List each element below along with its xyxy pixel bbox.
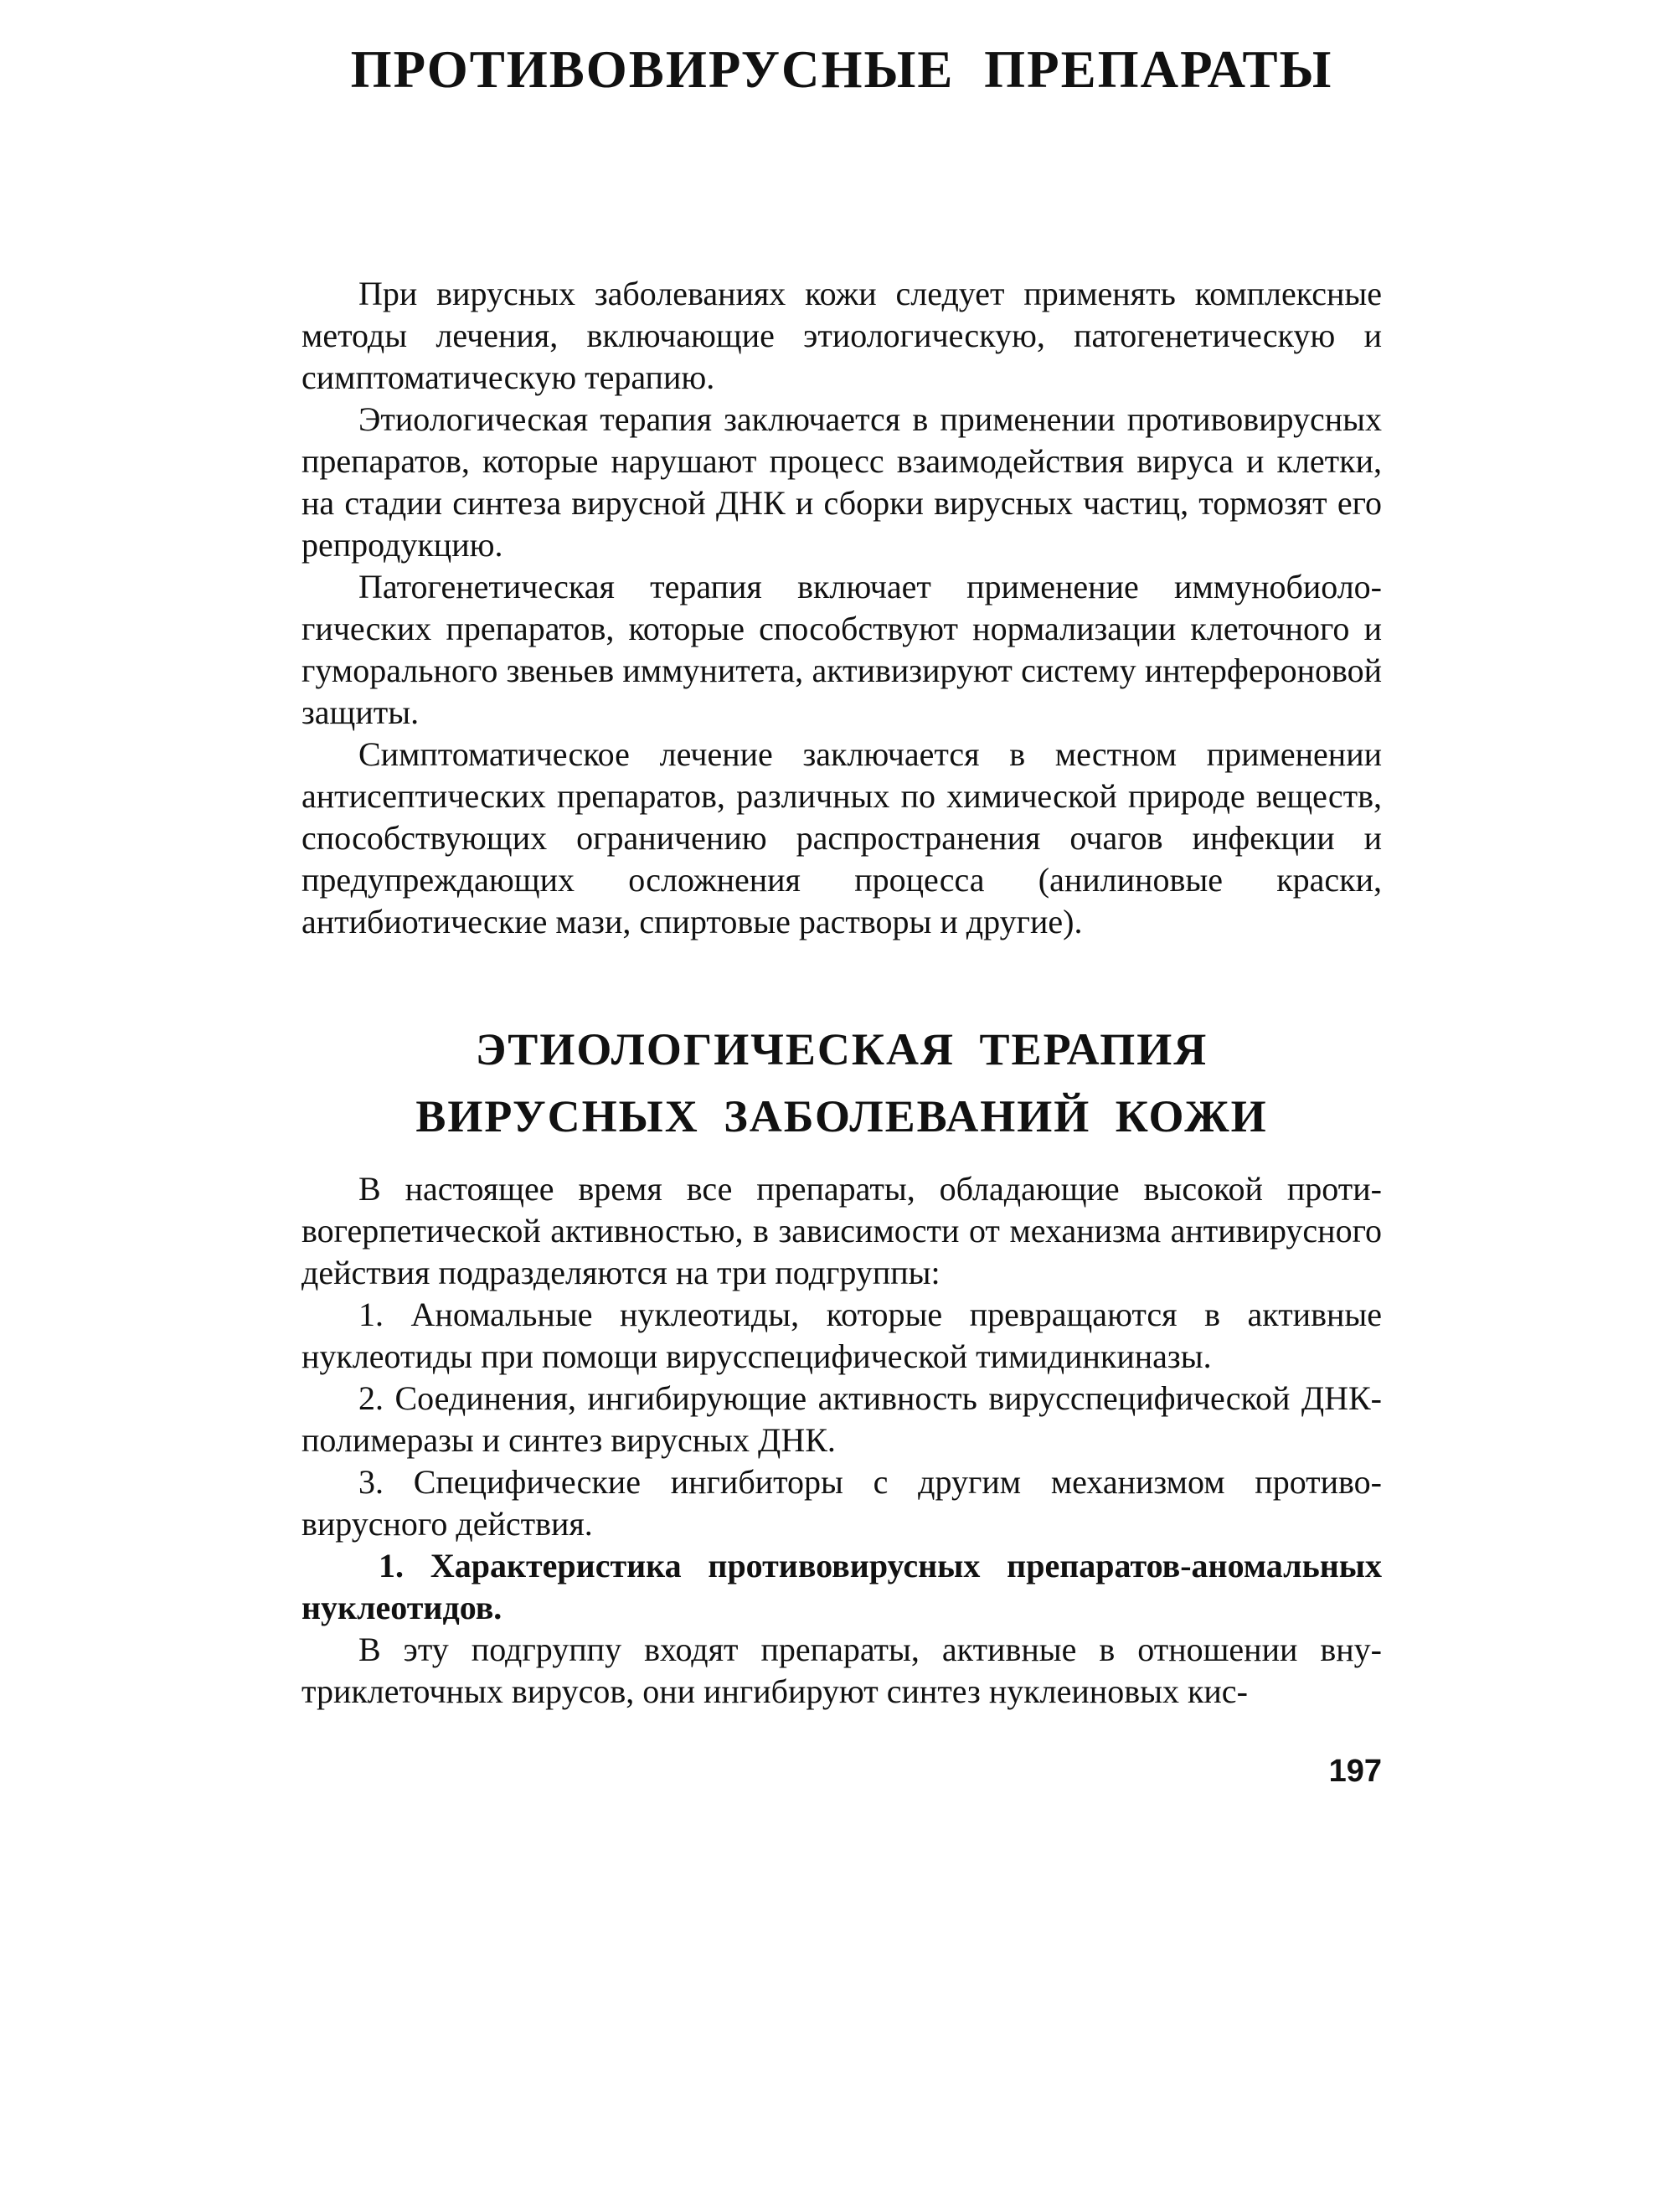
intro-paragraph-4: Симптоматическое лечение заключается в местном применении антисептических препаратов, различных по химической природе веществ, способствующих ограничению распространения очагов инфекции и предупреждающих осложнения процесса (анилиновые краски, антибиотические мази, спиртовые растворы и другие). [301, 735, 1382, 940]
list-item-3: 3. Специфические ингибиторы с другим механизмом противовирусного действия. [301, 1463, 1382, 1543]
subheading: 1. Характеристика противовирусных препаратов-аномальных нуклеотидов. [301, 1547, 1382, 1626]
intro-paragraph-1: При вирусных заболеваниях кожи следует применять комплексные методы лечения, включающие этиологическую, патогенетическую и симптоматическую терапию. [301, 275, 1382, 396]
section-heading-line-1: ЭТИОЛОГИЧЕСКАЯ ТЕРАПИЯ [475, 1024, 1208, 1074]
section-paragraph-1: В настоящее время все препараты, обладающие высокой противогерпетической активностью, в зависимости от механизма антивирусного действия подразделяются на три подгруппы: [301, 1170, 1382, 1291]
last-paragraph: В эту подгруппу входят препараты, активные в отношении внутриклеточных вирусов, они ингибируют синтез нуклеиновых кис- [301, 1631, 1382, 1710]
section-heading-line-2: ВИРУСНЫХ ЗАБОЛЕВАНИЙ КОЖИ [415, 1091, 1268, 1141]
section-text [301, 1168, 1382, 1713]
section-heading [301, 1016, 1382, 1150]
intro-text [301, 273, 1382, 943]
list-item-1: 1. Аномальные нуклеотиды, которые превращаются в активные нуклеотиды при помощи вирусспецифической тимидинкиназы. [301, 1296, 1382, 1375]
page-number: 197 [1328, 1754, 1382, 1789]
intro-paragraph-3: Патогенетическая терапия включает применение иммунобиологических препаратов, которые способствуют нормализации клеточного и гуморального звеньев иммунитета, активизируют систему интерфероновой защиты. [301, 568, 1382, 731]
page-title: ПРОТИВОВИРУСНЫЕ ПРЕПАРАТЫ [350, 40, 1333, 99]
list-item-2: 2. Соединения, ингибирующие активность вирусспецифической ДНК- полимеразы и синтез вирусных ДНК. [301, 1379, 1382, 1459]
intro-paragraph-2: Этиологическая терапия заключается в применении противовирусных препаратов, которые нарушают процесс взаимодействия вируса и клетки, на стадии синтеза вирусной ДНК и сборки вирусных частиц, тормозят его репродукцию. [301, 400, 1382, 564]
